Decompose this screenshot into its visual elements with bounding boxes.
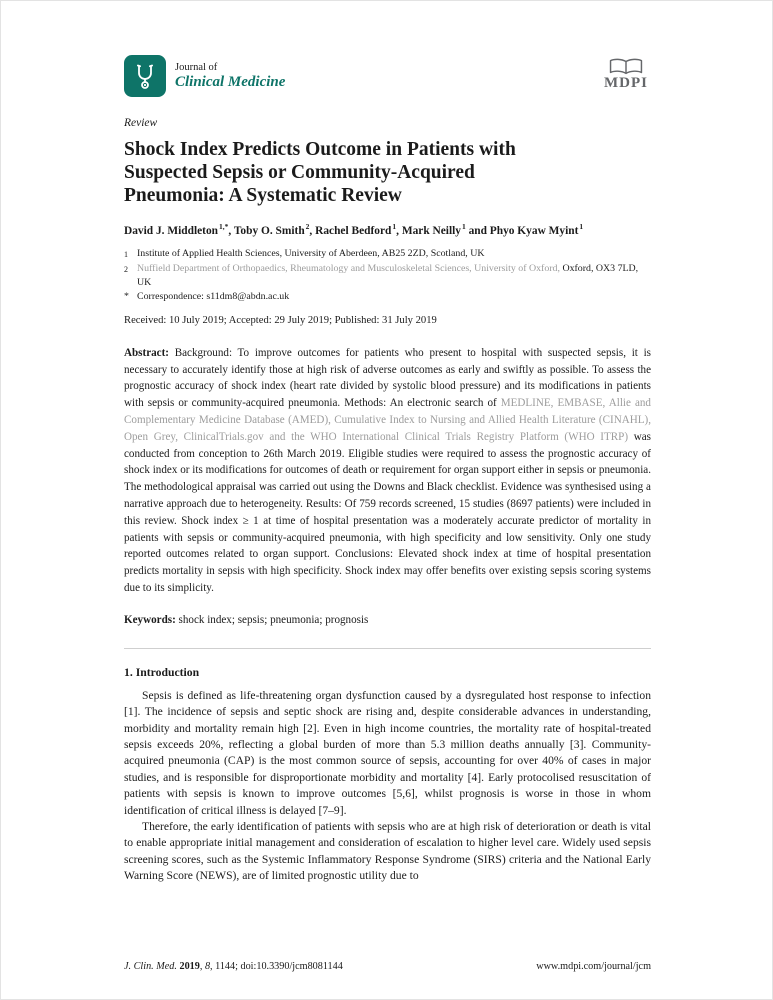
keywords-line [124, 614, 651, 626]
section-divider [124, 648, 651, 649]
stethoscope-icon [130, 61, 160, 91]
correspondence [124, 290, 651, 304]
article-type: Review [124, 117, 158, 129]
affiliation-text: Institute of Applied Health Sciences, University of Aberdeen, AB25 2ZD, Scotland, UK [137, 247, 485, 259]
jcm-logo-icon [124, 55, 166, 97]
paper-title [124, 138, 651, 207]
affiliation-marker: 1 [124, 249, 128, 259]
author: Phyo Kyaw Myint$^1$ [489, 222, 584, 237]
abstract: Abstract: Background: To improve outcomes for patients who present to hospital with suspected sepsis, it is necessary to accurately identify those at high risk of adverse outcomes as early and swiftly as possible. To assess the prognostic accuracy of shock index (heart rate divided by systolic blood pressure) and its modifications in patients with sepsis or community-acquired pneumonia. Methods: An electronic search of MEDLINE, EMBASE, Allie and Complementary Medicine Database (AMED), Cumulative Index to Nursing and Allied Health Literature (CINAHL), Open Grey, ClinicalTrials.gov and the WHO International Clinical Trials Registry Platform (WHO ITRP) was conducted from conception to 26th March 2019. Eligible studies were required to assess the prognostic accuracy of shock index or its modifications for outcomes of death or requirement for organ support either in sepsis or pneumonia. The methodological appraisal was carried out using the Downs and Black checklist. Evidence was synthesised using a narrative approach due to heterogeneity. Results: Of 759 records screened, 15 studies (8697 patients) were included in this review. Shock index ≥ 1 at time of hospital presentation was a moderately accurate predictor of mortality in patients with sepsis or community-acquired pneumonia, with high specificity and low sensitivity. Only one study reported outcomes related to organ support. Conclusions: Elevated shock index at time of hospital presentation predicts mortality in sepsis with high specificity. Shock index may offer benefits over existing sepsis scoring systems due to its simplicity. [124, 346, 651, 594]
page-footer [124, 961, 651, 972]
authors-line [124, 222, 651, 237]
section-heading-introduction: 1. Introduction [124, 665, 200, 679]
dates-line: Received: 10 July 2019; Accepted: 29 July 2019; Published: 31 July 2019 [124, 314, 437, 326]
author: Mark Neilly$^1$ and [401, 222, 490, 237]
masthead [124, 55, 651, 97]
correspondence-email[interactable]: s11dm8@abdn.ac.uk [206, 290, 290, 302]
correspondence-marker: * [124, 290, 129, 302]
intro-paragraph-2: Therefore, the early identification of patients with sepsis who are at high risk of deterioration or death is vital to enable appropriate initial management and consideration of escalation to higher level care. Widely used sepsis screening scores, such as the Systemic Inflammatory Response Syndrome (SIRS) criteria and the National Early Warning Score (NEWS), are of limited prognostic utility due to [124, 820, 651, 883]
title-line-2: Suspected Sepsis or Community-Acquired [124, 162, 475, 183]
journal-name-title: Clinical Medicine [175, 73, 286, 90]
abstract-label: Abstract: [124, 346, 169, 359]
title-line-3: Pneumonia: A Systematic Review [124, 185, 402, 206]
open-book-icon [601, 57, 651, 77]
footer-url[interactable]: www.mdpi.com/journal/jcm [536, 961, 651, 972]
affiliation-1 [124, 247, 651, 262]
intro-paragraph-1: Sepsis is defined as life-threatening organ dysfunction caused by a dysregulated host response to infection [1]. The incidence of sepsis and septic shock are rising and, despite considerable advances in understanding, morbidity and mortality remain high [2]. Even in high income countries, the mortality rate of hospital-treated sepsis exceeds 20%, reflecting a global burden of more than 5.3 million deaths annually [3]. Community-acquired pneumonia (CAP) is the most common source of sepsis, accounting for over 40% of cases in major studies, and is responsible for disproportionate morbidity and mortality [4]. Early protocolised resuscitation of patients with sepsis is known to improve outcomes [5,6], whilst prognosis is worse in those in whom identification of critical illness is delayed [7–9]. [124, 688, 651, 817]
mdpi-logo [601, 57, 651, 92]
database-links[interactable]: MEDLINE, EMBASE, Allie and Complementary Medicine Database (AMED), Cumulative Index to Nursing and Allied Health Literature (CINAHL), Open Grey, ClinicalTrials.gov and the WHO International Clinical Trials Registry Platform (WHO ITRP) [124, 397, 651, 443]
footer-citation: J. Clin. Med. 2019, 8, 1144; doi:10.3390/jcm8081144 [124, 961, 343, 972]
journal-name-top: Journal of [175, 61, 218, 73]
author: Rachel Bedford$^1$, [315, 222, 402, 237]
journal-logo [124, 55, 285, 97]
keywords-text: shock index; sepsis; pneumonia; prognosis [178, 613, 369, 626]
affiliation-list [124, 247, 651, 304]
correspondence-text: Correspondence: s11dm8@abdn.ac.uk [137, 290, 290, 302]
affiliation-text: Nuffield Department of Orthopaedics, Rheumatology and Musculoskeletal Sciences, University of Oxford, Oxford, OX3 7LD, UK [137, 262, 639, 288]
keywords-label: Keywords: [124, 613, 176, 626]
affiliation-2 [124, 262, 651, 290]
affiliation-marker: 2 [124, 264, 128, 274]
author: Toby O. Smith$^2$, [233, 222, 316, 237]
author: David J. Middleton$^{1,*}$, [124, 222, 234, 237]
journal-name [175, 62, 285, 91]
mdpi-wordmark: MDPI [604, 75, 648, 91]
title-line-1: Shock Index Predicts Outcome in Patients with [124, 139, 516, 160]
